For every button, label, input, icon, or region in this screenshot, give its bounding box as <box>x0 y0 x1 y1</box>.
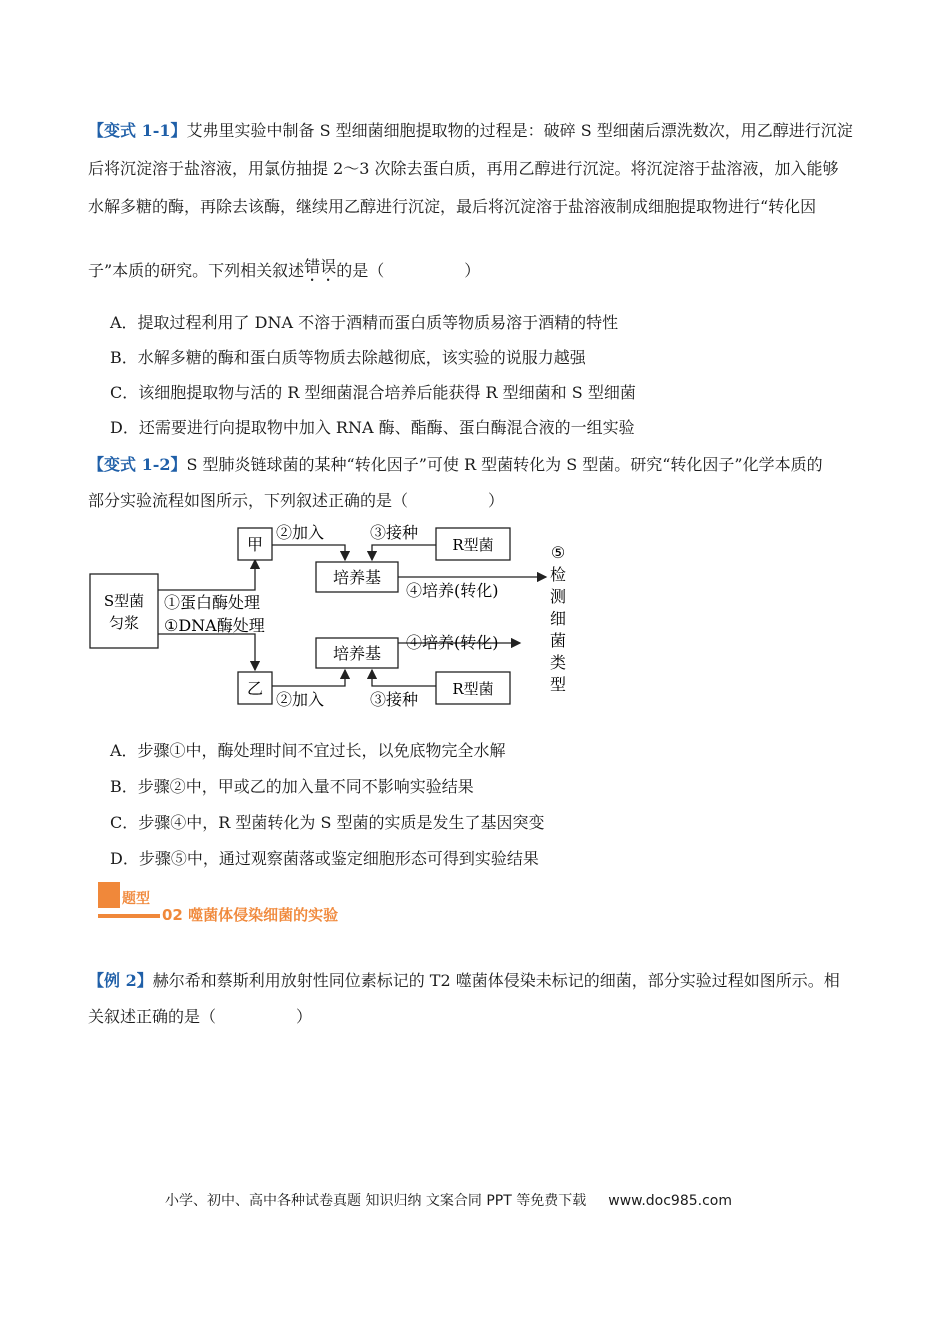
experiment-flow-diagram <box>80 518 580 718</box>
q2-line-2: 部分实验流程如图所示，下列叙述正确的是（ ） <box>88 491 505 510</box>
q1-line-4 <box>88 258 480 289</box>
step5-detect-char-4: 细 <box>549 609 567 628</box>
step5-detect-char-5: 菌 <box>549 631 567 650</box>
q1-option-d: D．还需要进行向提取物中加入 RNA 酶、酯酶、蛋白酶混合液的一组实验 <box>110 418 635 437</box>
step3-inoculate-bottom: ③接种 <box>370 690 419 709</box>
step5-detect-char-3: 测 <box>549 587 567 606</box>
step2-add-bottom: ②加入 <box>276 690 325 709</box>
q2-tag: 【变式 1-2】 <box>88 455 187 474</box>
r-box-label-bottom: R型菌 <box>452 680 494 698</box>
section-title: 02 噬菌体侵染细菌的实验 <box>162 906 339 924</box>
q1-line-2: 后将沉淀溶于盐溶液，用氯仿抽提 2～3 次除去蛋白质，再用乙醇进行沉淀。将沉淀溶于盐溶液，加入能够 <box>88 159 839 178</box>
q3-line-2: 关叙述正确的是（ ） <box>88 1007 313 1026</box>
section-marker-block <box>98 882 120 908</box>
q3-tag: 【例 2】 <box>88 971 153 990</box>
q1-option-b: B．水解多糖的酶和蛋白质等物质去除越彻底，该实验的说服力越强 <box>110 348 586 367</box>
q1-tag: 【变式 1-1】 <box>88 121 187 140</box>
jia-label: 甲 <box>246 535 264 554</box>
medium-label-bottom: 培养基 <box>332 644 382 663</box>
page-footer <box>165 1190 732 1210</box>
q1-option-a: A．提取过程利用了 DNA 不溶于酒精而蛋白质等物质易溶于酒精的特性 <box>110 313 619 332</box>
q2-text-1: S 型肺炎链球菌的某种“转化因子”可使 R 型菌转化为 S 型菌。研究“转化因子”化学本质的 <box>186 455 823 474</box>
step5-detect-char-1: ⑤ <box>550 543 566 562</box>
q1-emphasis-word: 错误 <box>304 257 337 276</box>
q1-line-3: 水解多糖的酶，再除去该酶，继续用乙醇进行沉淀，最后将沉淀溶于盐溶液制成细胞提取物进行“转化因 <box>88 197 817 216</box>
q1-option-c: C．该细胞提取物与活的 R 型细菌混合培养后能获得 R 型细菌和 S 型细菌 <box>110 383 636 402</box>
section-label: 题型 <box>122 891 150 907</box>
q1-text-4-pre: 子”本质的研究。下列相关叙述 <box>88 261 305 280</box>
s-box-label-2: 匀浆 <box>108 614 140 632</box>
section-marker-bar <box>98 914 160 918</box>
step3-inoculate-top: ③接种 <box>370 523 419 542</box>
footer-url[interactable]: www.doc985.com <box>608 1193 732 1209</box>
step2-add-top: ②加入 <box>276 523 325 542</box>
s-box-label-1: S型菌 <box>103 592 145 610</box>
step4-culture-top: ④培养(转化) <box>406 581 499 600</box>
q1-line-1 <box>88 118 853 141</box>
q2-option-d: D．步骤⑤中，通过观察菌落或鉴定细胞形态可得到实验结果 <box>110 849 539 868</box>
q2-option-b: B．步骤②中，甲或乙的加入量不同不影响实验结果 <box>110 777 474 796</box>
q2-option-c: C．步骤④中，R 型菌转化为 S 型菌的实质是发生了基因突变 <box>110 813 545 832</box>
step1-protease-label: ①蛋白酶处理 <box>164 593 261 612</box>
medium-label-top: 培养基 <box>332 568 382 587</box>
yi-label: 乙 <box>246 679 264 698</box>
q1-text-4-post: 的是（ ） <box>336 261 481 280</box>
step5-detect-char-7: 型 <box>549 675 567 694</box>
footer-text: 小学、初中、高中各种试卷真题 知识归纳 文案合同 PPT 等免费下载 <box>165 1193 587 1209</box>
q1-text-1: 艾弗里实验中制备 S 型细菌细胞提取物的过程是：破碎 S 型细菌后漂洗数次，用乙醇进行沉淀 <box>186 121 853 140</box>
step1-dnase-label: ①DNA酶处理 <box>164 616 265 635</box>
s-bacteria-box <box>90 574 158 648</box>
q3-text-1: 赫尔希和蔡斯利用放射性同位素标记的 T2 噬菌体侵染未标记的细菌，部分实验过程如图所示。相 <box>152 971 840 990</box>
q2-line-1 <box>88 452 823 475</box>
q2-option-a: A．步骤①中，酶处理时间不宜过长，以免底物完全水解 <box>110 741 506 760</box>
step4-culture-bottom: ④培养(转化) <box>406 633 499 652</box>
step5-detect-char-6: 类 <box>549 653 567 672</box>
step5-detect-char-2: 检 <box>549 565 567 584</box>
q3-line-1 <box>88 968 840 991</box>
r-box-label-top: R型菌 <box>452 536 494 554</box>
